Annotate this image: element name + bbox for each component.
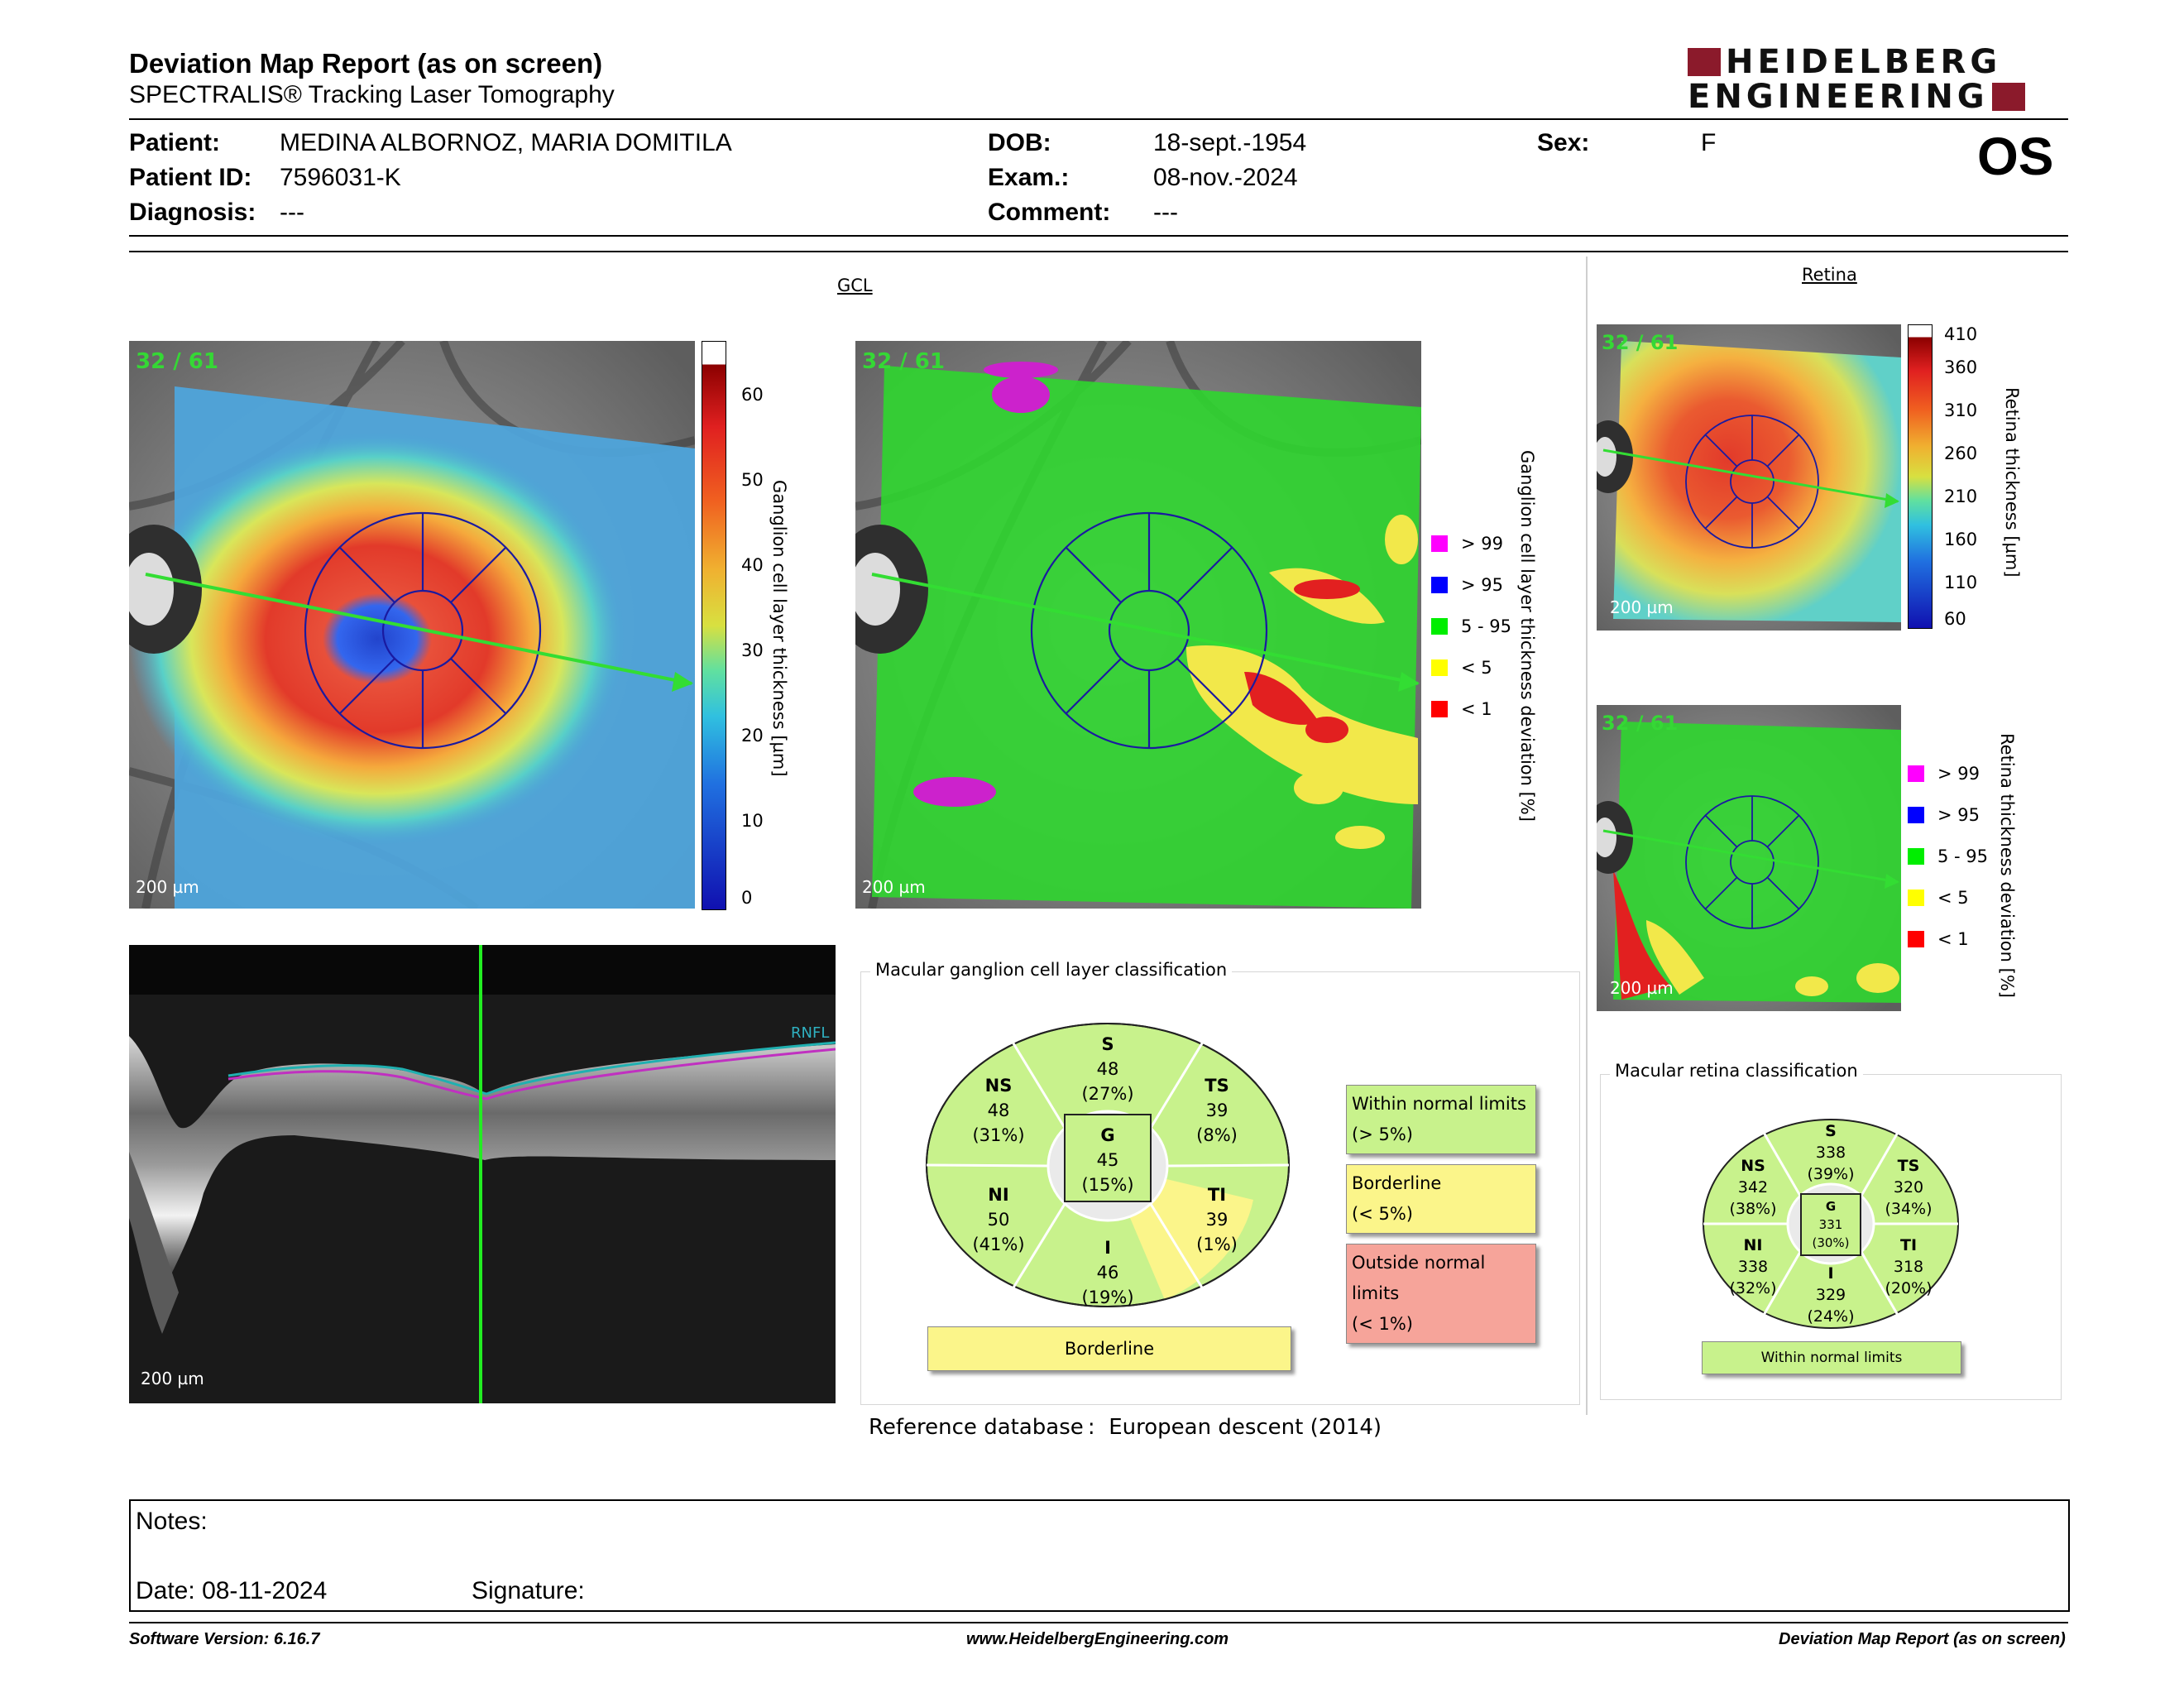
- reference-database: Reference database : European descent (2014): [869, 1415, 1382, 1440]
- gcl-legend-label: > 99: [1461, 534, 1503, 554]
- gcl-tick-30: 30: [741, 640, 764, 660]
- notes-date: [136, 1577, 327, 1605]
- retina-sector-ni-value: 338: [1737, 1258, 1769, 1276]
- key-borderline-label: Borderline: [1352, 1173, 1442, 1193]
- notes-label: Notes:: [136, 1508, 208, 1535]
- patient-id-label: Patient ID:: [129, 164, 252, 191]
- gcl-sector-ts-name: TS: [1205, 1076, 1229, 1096]
- legend-swatch-red: [1431, 701, 1448, 717]
- notes-box[interactable]: [129, 1499, 2070, 1612]
- gcl-sector-ns-name: NS: [984, 1076, 1013, 1096]
- report-subtitle: SPECTRALIS® Tracking Laser Tomography: [129, 81, 615, 108]
- legend-swatch-magenta: [1431, 535, 1448, 552]
- gcl-tick-60: 60: [741, 385, 764, 405]
- gcl-scale-label: 200 µm: [136, 877, 199, 897]
- legend-swatch-blue: [1908, 807, 1924, 823]
- key-outside-label: Outside normal limits: [1352, 1253, 1486, 1303]
- gcl-sector-i-value: 46: [1096, 1263, 1119, 1283]
- legend-swatch-green: [1908, 848, 1924, 865]
- key-outside-normal: [1346, 1244, 1536, 1344]
- key-within-range: (> 5%): [1352, 1125, 1413, 1144]
- gcl-legend-item: [1431, 523, 1511, 564]
- gcl-sector-ti-name: TI: [1207, 1185, 1227, 1205]
- gcl-tick-40: 40: [741, 555, 764, 575]
- gcl-sector-s-value: 48: [1096, 1059, 1119, 1079]
- retina-legend-item: [1908, 877, 1988, 918]
- retina-sector-ns-name: NS: [1741, 1157, 1765, 1175]
- retina-legend-label: > 99: [1937, 764, 1980, 784]
- header-rule: [129, 118, 2068, 120]
- retina-sector-ni-name: NI: [1743, 1236, 1763, 1254]
- gcl-dev-scale-label: 200 µm: [862, 877, 926, 897]
- gcl-legend-item: [1431, 688, 1511, 730]
- patient-label: Patient:: [129, 129, 221, 156]
- retina-dev-scale-label: 200 µm: [1610, 978, 1674, 998]
- gcl-thickness-map[interactable]: [129, 341, 695, 909]
- key-outside-range: (< 1%): [1352, 1314, 1413, 1334]
- retina-tick-110: 110: [1944, 573, 1978, 592]
- retina-dev-frame-counter: 32 / 61: [1602, 712, 1679, 735]
- retina-sector-ti-pct: (20%): [1885, 1279, 1933, 1297]
- retina-sector-ns-value: 342: [1737, 1178, 1769, 1196]
- retina-legend-item: [1908, 918, 1988, 960]
- gcl-section-title: GCL: [837, 276, 873, 295]
- sex-label: Sex:: [1537, 129, 1590, 156]
- retina-legend-label: 5 - 95: [1937, 846, 1989, 866]
- retina-classification-panel: [1600, 1074, 2062, 1400]
- key-within-label: Within normal limits: [1352, 1094, 1526, 1114]
- key-borderline-range: (< 5%): [1352, 1204, 1413, 1224]
- retina-thickness-axis-label: Retina thickness [µm]: [2002, 387, 2022, 578]
- retina-tick-360: 360: [1944, 357, 1978, 377]
- patient-name: MEDINA ALBORNOZ, MARIA DOMITILA: [280, 129, 732, 156]
- eye-label: OS: [1977, 127, 2054, 186]
- retina-sector-g-value: 331: [1818, 1217, 1843, 1232]
- retina-classification-title: Macular retina classification: [1610, 1061, 1863, 1081]
- gcl-deviation-map[interactable]: [855, 341, 1421, 909]
- retina-sector-ti-name: TI: [1899, 1236, 1918, 1254]
- legend-swatch-yellow: [1431, 659, 1448, 676]
- retina-sector-ns-pct: (38%): [1729, 1200, 1777, 1218]
- key-borderline: [1346, 1164, 1536, 1234]
- gcl-etdrs-chart: [923, 1020, 1292, 1310]
- retina-legend-label: > 95: [1937, 805, 1980, 825]
- gcl-sector-ns-pct: (31%): [972, 1125, 1025, 1145]
- retina-sector-ts-pct: (34%): [1885, 1200, 1933, 1218]
- retina-sector-s-pct: (39%): [1807, 1165, 1855, 1183]
- gcl-frame-counter: 32 / 61: [136, 349, 218, 374]
- retina-legend-item: [1908, 794, 1988, 836]
- date-label: Date:: [136, 1577, 195, 1604]
- gcl-classification-result: Borderline: [927, 1326, 1291, 1371]
- retina-sector-i-value: 329: [1815, 1286, 1846, 1304]
- comment-label: Comment:: [988, 199, 1111, 226]
- gcl-sector-ti-pct: (1%): [1196, 1235, 1238, 1254]
- patient-rule-1: [129, 235, 2068, 237]
- retina-sector-s-value: 338: [1815, 1144, 1846, 1162]
- retina-deviation-legend: [1908, 753, 1988, 960]
- retina-sector-s-name: S: [1825, 1122, 1837, 1140]
- retina-tick-210: 210: [1944, 487, 1978, 506]
- patient-id: 7596031-K: [280, 164, 401, 191]
- retina-legend-item: [1908, 836, 1988, 877]
- retina-thickness-colorbar: [1908, 324, 1933, 629]
- retina-frame-counter: 32 / 61: [1602, 331, 1679, 354]
- retina-sector-ts-name: TS: [1897, 1157, 1920, 1175]
- retina-sector-ti-value: 318: [1893, 1258, 1924, 1276]
- retina-tick-60: 60: [1944, 609, 1966, 629]
- retina-sector-i-pct: (24%): [1807, 1307, 1855, 1326]
- signature-label: Signature:: [472, 1577, 585, 1604]
- retina-classification-result: Within normal limits: [1702, 1341, 1961, 1374]
- website-link[interactable]: www.HeidelbergEngineering.com: [966, 1630, 1229, 1648]
- retina-section-title: Retina: [1802, 265, 1857, 285]
- gcl-sector-ni-value: 50: [987, 1210, 1010, 1230]
- rnfl-layer-label: RNFL: [791, 1024, 830, 1042]
- retina-sector-ni-pct: (32%): [1729, 1279, 1777, 1297]
- gcl-sector-ts-value: 39: [1205, 1101, 1228, 1120]
- retina-sector-i-name: I: [1827, 1264, 1834, 1283]
- retina-thickness-map[interactable]: [1597, 324, 1901, 631]
- exam-label: Exam.:: [988, 164, 1070, 191]
- legend-swatch-blue: [1431, 577, 1448, 593]
- gcl-tick-10: 10: [741, 811, 764, 831]
- logo-line2: ENGINEERING: [1688, 78, 1989, 116]
- gcl-legend-label: > 95: [1461, 575, 1503, 595]
- diagnosis-value: ---: [280, 199, 304, 226]
- gcl-sector-g-value: 45: [1096, 1150, 1119, 1170]
- gcl-thickness-colorbar: [702, 341, 726, 910]
- gcl-classification-panel: [860, 971, 1580, 1405]
- diagnosis-label: Diagnosis:: [129, 199, 256, 226]
- retina-tick-410: 410: [1944, 324, 1978, 344]
- column-divider: [1586, 257, 1588, 1415]
- gcl-legend-item: [1431, 647, 1511, 688]
- reference-value: European descent (2014): [1109, 1415, 1382, 1440]
- gcl-deviation-axis-label: Ganglion cell layer thickness deviation [%]: [1517, 450, 1537, 822]
- gcl-sector-ti-value: 39: [1205, 1210, 1228, 1230]
- gcl-sector-i-pct: (19%): [1081, 1288, 1134, 1307]
- retina-tick-160: 160: [1944, 530, 1978, 549]
- gcl-sector-ts-pct: (8%): [1196, 1125, 1238, 1145]
- exam-value: 08-nov.-2024: [1153, 164, 1298, 191]
- gcl-legend-item: [1431, 564, 1511, 606]
- gcl-sector-g-name: G: [1100, 1125, 1115, 1145]
- legend-swatch-magenta: [1908, 765, 1924, 782]
- gcl-tick-50: 50: [741, 470, 764, 490]
- gcl-legend-label: < 1: [1461, 699, 1492, 719]
- gcl-legend-label: < 5: [1461, 658, 1492, 678]
- gcl-legend-item: [1431, 606, 1511, 647]
- patient-rule-2: [129, 251, 2068, 252]
- gcl-tick-20: 20: [741, 726, 764, 746]
- gcl-dev-frame-counter: 32 / 61: [862, 349, 945, 374]
- gcl-sector-ns-value: 48: [987, 1101, 1010, 1120]
- legend-swatch-red: [1908, 931, 1924, 947]
- retina-legend-label: < 1: [1937, 929, 1969, 949]
- legend-swatch-yellow: [1908, 890, 1924, 906]
- retina-tick-310: 310: [1944, 400, 1978, 420]
- retina-sector-ts-value: 320: [1893, 1178, 1924, 1196]
- logo-line1: HEIDELBERG: [1726, 43, 2002, 81]
- key-within-normal: [1346, 1085, 1536, 1154]
- retina-sector-g-pct: (30%): [1812, 1235, 1850, 1250]
- gcl-sector-i-name: I: [1104, 1238, 1111, 1258]
- gcl-thickness-axis-label: Ganglion cell layer thickness [µm]: [769, 480, 789, 777]
- report-title: Deviation Map Report (as on screen): [129, 48, 603, 79]
- comment-value: ---: [1153, 199, 1178, 226]
- gcl-sector-ni-pct: (41%): [972, 1235, 1025, 1254]
- gcl-sector-g-pct: (15%): [1081, 1175, 1134, 1195]
- footer-rule: [129, 1622, 2068, 1623]
- oct-bscan[interactable]: [129, 945, 836, 1403]
- heidelberg-logo: [1688, 45, 2068, 114]
- oct-scale-label: 200 µm: [141, 1369, 204, 1388]
- gcl-deviation-legend: [1431, 523, 1511, 730]
- retina-etdrs-chart: [1700, 1116, 1961, 1331]
- dob-value: 18-sept.-1954: [1153, 129, 1307, 156]
- retina-legend-label: < 5: [1937, 888, 1969, 908]
- gcl-legend-label: 5 - 95: [1461, 616, 1512, 636]
- gcl-sector-ni-name: NI: [988, 1185, 1009, 1205]
- sex-value: F: [1701, 129, 1717, 156]
- gcl-sector-s-name: S: [1101, 1034, 1114, 1054]
- retina-sector-g-name: G: [1825, 1199, 1837, 1214]
- legend-swatch-green: [1431, 618, 1448, 635]
- retina-deviation-map[interactable]: [1597, 705, 1901, 1011]
- software-version: Software Version: 6.16.7: [129, 1630, 320, 1648]
- gcl-tick-0: 0: [741, 888, 753, 908]
- retina-legend-item: [1908, 753, 1988, 794]
- retina-tick-260: 260: [1944, 444, 1978, 463]
- reference-label: Reference database: [869, 1415, 1084, 1440]
- dob-label: DOB:: [988, 129, 1051, 156]
- footer-report-name: Deviation Map Report (as on screen): [1779, 1630, 2066, 1648]
- retina-deviation-axis-label: Retina thickness deviation [%]: [1997, 733, 2017, 998]
- date-value: 08-11-2024: [202, 1577, 328, 1604]
- retina-scale-label: 200 µm: [1610, 597, 1674, 617]
- gcl-classification-title: Macular ganglion cell layer classification: [870, 960, 1232, 980]
- gcl-sector-s-pct: (27%): [1081, 1084, 1134, 1104]
